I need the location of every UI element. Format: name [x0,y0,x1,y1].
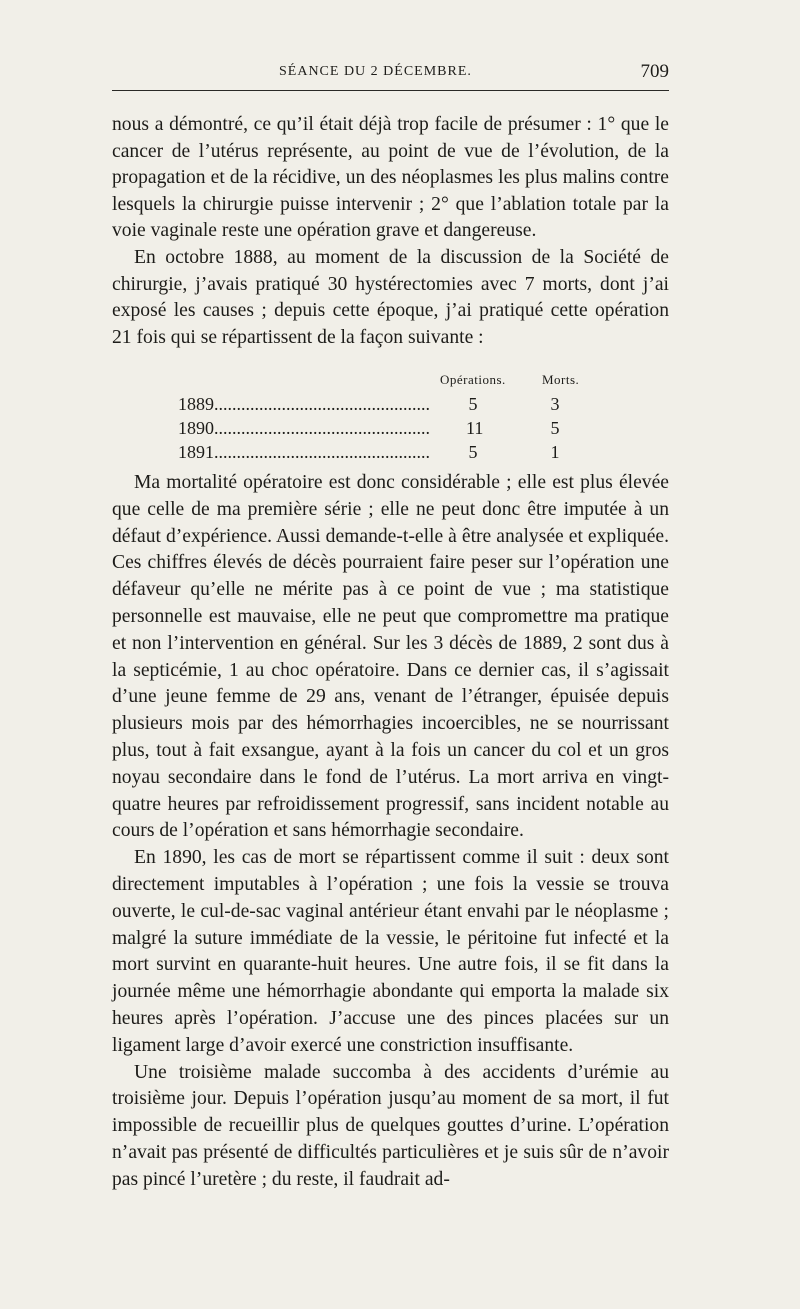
column-header-operations: Opérations. [440,372,506,387]
paragraph: En octobre 1888, au moment de la discussion de la Société de chirurgie, j’avais pratiqué 30 hystérectomies avec 7 morts, dont j’ai exposé les causes ; depuis cette époque, j’ai pratiqué cette opération 21 fois qui se répartissent de la façon suivante : [112,246,669,348]
body-text-bottom [112,470,669,1194]
row-operations: 5 [468,394,478,414]
running-title: SÉANCE DU 2 DÉCEMBRE. [279,64,472,79]
paragraph: nous a démontré, ce qu’il était déjà trop facile de présumer : 1° que le cancer de l’utérus représente, au point de vue de l’évolution, de la propagation et de la récidive, un des néoplasmes les plus malins contre lesquels la chirurgie puisse intervenir ; 2° que l’ablation totale par la voie vaginale reste une opération grave et dangereuse. [112,114,669,242]
row-morts: 3 [550,394,560,414]
row-year: 1891................................................ [178,442,430,462]
row-year: 1890................................................ [178,418,430,438]
body-text-top [112,112,669,351]
column-header-morts: Morts. [542,372,580,387]
table-row [178,442,598,466]
row-morts: 5 [550,418,560,438]
table-row [178,394,598,418]
statistics-table-header [178,368,598,394]
statistics-table [178,368,598,466]
paragraph: Une troisième malade succomba à des accidents d’urémie au troisième jour. Depuis l’opération jusqu’au moment de sa mort, il fut impossible de recueillir plus de quelques gouttes d’urine. L’opération n’avait pas présenté de difficultés particulières et je suis sûr de n’avoir pas pincé l’uretère ; du reste, il faudrait ad- [112,1061,669,1190]
paragraph: Ma mortalité opératoire est donc considérable ; elle est plus élevée que celle de ma première série ; elle ne peut donc être imputée à un défaut d’expérience. Aussi demande-t-elle à être analysée et expliquée. Ces chiffres élevés de décès pourraient faire peser sur l’opération une défaveur qu’elle ne mérite pas à ce point de vue ; ma statistique personnelle est mauvaise, elle ne peut que compromettre ma pratique et non l’intervention en général. Sur les 3 décès de 1889, 2 sont dus à la septicémie, 1 au choc opératoire. Dans ce dernier cas, il s’agissait d’une jeune femme de 29 ans, venant de l’étranger, épuisée depuis plusieurs mois par des hémorrhagies incoercibles, ne se nourrissant plus, tout à fait exsangue, ayant à la fois un cancer du col et un gros noyau secondaire dans le fond de l’utérus. La mort arriva en vingt-quatre heures par refroidissement progressif, sans incident notable au cours de l’opération et sans hémorrhagie secondaire. [112,472,669,842]
row-year: 1889................................................ [178,394,430,414]
row-morts: 1 [550,442,560,462]
row-operations: 5 [468,442,478,462]
page-header [112,60,669,91]
row-operations: 11 [466,418,484,438]
paragraph: En 1890, les cas de mort se répartissent comme il suit : deux sont directement imputables à l’opération ; une fois la vessie se trouva ouverte, le cul-de-sac vaginal antérieur étant envahi par le néoplasme ; malgré la suture immédiate de la vessie, le péritoine fut infecté et la mort survint en quarante-huit heures. Une autre fois, il se fit dans la journée même une hémorrhagie abondante qui emporta la malade six heures après l’opération. J’accuse une des pinces placées sur un ligament large d’avoir exercé une constriction insuffisante. [112,847,669,1056]
table-row [178,418,598,442]
page-number: 709 [640,61,669,82]
